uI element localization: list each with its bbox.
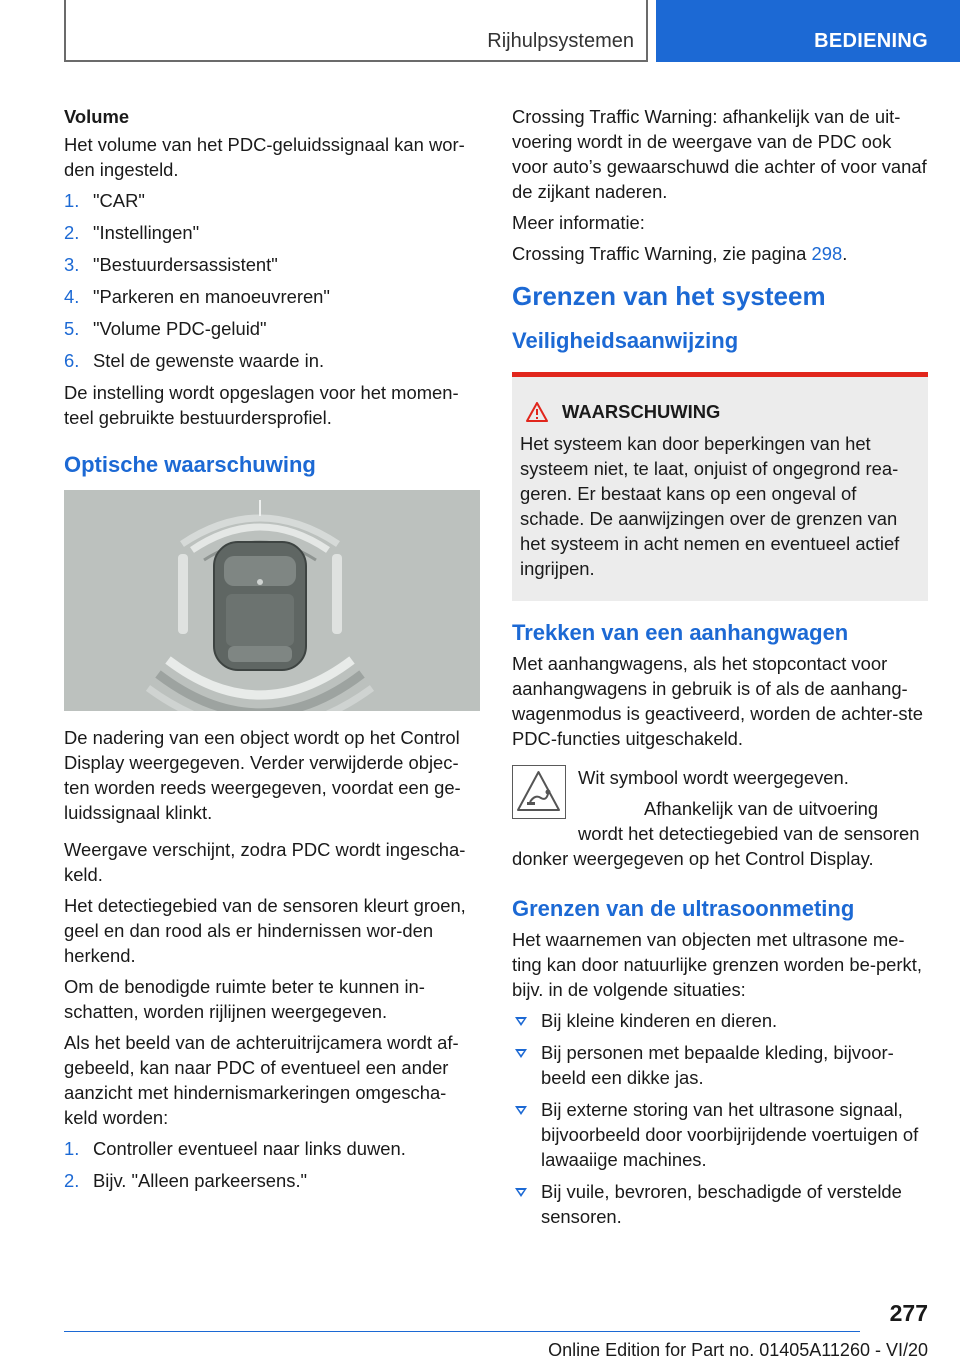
list-item: 2. Bijv. "Alleen parkeersens." bbox=[64, 1170, 308, 1191]
optical-p4: Om de benodigde ruimte beter te kunnen in-schatten, worden rijlijnen weergegeven. bbox=[64, 976, 425, 1022]
triangle-bullet-icon bbox=[515, 1188, 527, 1197]
trailer-icon bbox=[513, 766, 564, 817]
warning-text: Het systeem kan door beperkingen van het systeem niet, te laat, onjuist of ongegrond rea-geren. Er bestaat kans op een ongeval of schade. De aanwijzingen over de grenzen van het systeem in acht nemen en eventueel actief ingrijpen. bbox=[520, 433, 900, 579]
ultrasound-paragraph: Het waarnemen van objecten met ultrasone me-ting kan door natuurlijke grenzen worden be-perkt, bijv. in de volgende situaties: bbox=[512, 929, 922, 1000]
volume-intro: Het volume van het PDC-geluidssignaal kan wor-den ingesteld. bbox=[64, 134, 465, 180]
page-link[interactable]: 298 bbox=[811, 243, 843, 264]
list-item: 3. "Bestuurdersassistent" bbox=[64, 254, 278, 275]
ultrasound-list bbox=[512, 1008, 928, 1229]
optical-warning-heading: Optische waarschuwing bbox=[64, 452, 316, 477]
optical-steps bbox=[64, 1136, 480, 1193]
footer-divider bbox=[64, 1331, 860, 1332]
ctw-reference: Crossing Traffic Warning, zie pagina 298. bbox=[512, 243, 848, 264]
trailer-warning-symbol bbox=[512, 765, 566, 819]
safety-heading: Veiligheidsaanwijzing bbox=[512, 328, 739, 353]
car-top-view-icon bbox=[64, 490, 480, 711]
header-section-box bbox=[64, 0, 648, 62]
optical-p5: Als het beeld van de achteruitrijcamera wordt af-gebeeld, kan naar PDC of eventueel een ander aanzicht met hindernismarkeringen omgescha-keld worden: bbox=[64, 1032, 459, 1128]
volume-steps bbox=[64, 188, 480, 373]
volume-note: De instelling wordt opgeslagen voor het momen-teel gebruikte bestuurdersprofiel. bbox=[64, 382, 459, 428]
trailer-heading: Trekken van een aanhangwagen bbox=[512, 620, 849, 645]
optical-p3: Het detectiegebied van de sensoren kleurt groen, geel en dan rood als er hindernissen wor-den herkend. bbox=[64, 895, 466, 966]
left-column bbox=[64, 104, 480, 1200]
optical-p2: Weergave verschijnt, zodra PDC wordt ingescha-keld. bbox=[64, 839, 466, 885]
trailer-symbol-text: Wit symbool wordt weergegeven. bbox=[578, 767, 849, 788]
ultrasound-heading: Grenzen van de ultrasoonmeting bbox=[512, 896, 855, 921]
list-item: Bij vuile, bevroren, beschadigde of verstelde sensoren. bbox=[512, 1179, 928, 1229]
ctw-paragraph: Crossing Traffic Warning: afhankelijk van de uit-voering wordt in de weergave van de PDC ook voor auto’s gewaarschuwd die achter of voor vanaf de zijkant naderen. bbox=[512, 106, 927, 202]
list-item: Bij kleine kinderen en dieren. bbox=[512, 1008, 928, 1033]
triangle-bullet-icon bbox=[515, 1049, 527, 1058]
ctw-more-info: Meer informatie: bbox=[512, 212, 645, 233]
list-item: 1. Controller eventueel naar links duwen. bbox=[64, 1138, 406, 1159]
optical-p1: De nadering van een object wordt op het Control Display weergegeven. Verder verwijderde objec-ten worden reeds weergegeven, voordat een ge-luidssignaal klinkt. bbox=[64, 727, 461, 823]
pdc-display-image bbox=[64, 490, 480, 711]
triangle-bullet-icon bbox=[515, 1017, 527, 1026]
trailer-paragraph: Met aanhangwagens, als het stopcontact voor aanhangwagens in gebruik is of als de aanhang-wagenmodus is geactiveerd, worden de achter-ste PDC-functies uitgeschakeld. bbox=[512, 653, 923, 749]
list-item: Bij personen met bepaalde kleding, bijvoor-beeld een dikke jas. bbox=[512, 1040, 928, 1090]
warning-box bbox=[512, 372, 928, 601]
list-item: 1. "CAR" bbox=[64, 190, 145, 211]
list-item: 6. Stel de gewenste waarde in. bbox=[64, 350, 325, 371]
warning-triangle-icon bbox=[526, 402, 548, 422]
trailer-detail-text: Afhankelijk van de uitvoering wordt het detectiegebied van de sensoren donker weergegeven op het Control Display. bbox=[512, 798, 920, 869]
system-limits-heading: Grenzen van het systeem bbox=[512, 281, 826, 311]
section-title: Rijhulpsystemen bbox=[487, 30, 634, 52]
warning-label: WAARSCHUWING bbox=[562, 401, 721, 422]
list-item: 5. "Volume PDC-geluid" bbox=[64, 318, 267, 339]
edition-text: Online Edition for Part no. 01405A11260 - VI/20 bbox=[548, 1340, 928, 1360]
list-item: Bij externe storing van het ultrasone signaal, bijvoorbeeld door voorbijrijdende voertuigen of lawaaiige machines. bbox=[512, 1097, 928, 1172]
right-column bbox=[512, 104, 928, 1236]
page-number: 277 bbox=[889, 1300, 928, 1326]
triangle-bullet-icon bbox=[515, 1106, 527, 1115]
list-item: 4. "Parkeren en manoeuvreren" bbox=[64, 286, 330, 307]
chapter-tab[interactable]: BEDIENING bbox=[656, 0, 960, 62]
volume-heading: Volume bbox=[64, 106, 130, 127]
list-item: 2. "Instellingen" bbox=[64, 222, 200, 243]
